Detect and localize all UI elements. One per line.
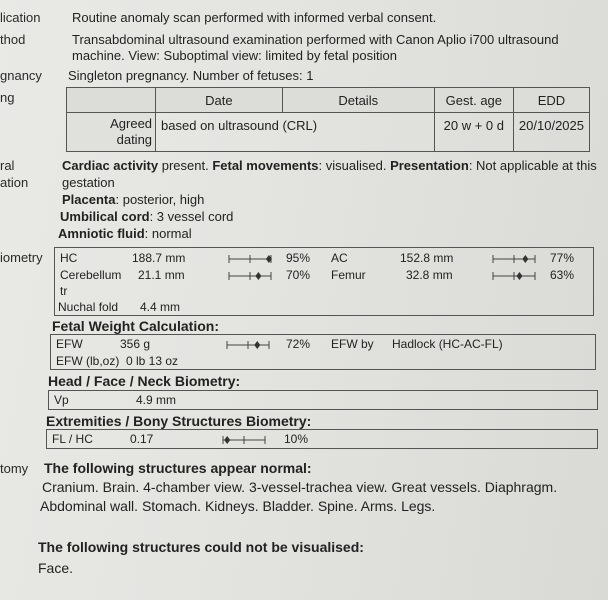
normal-structures-line2: Abdominal wall. Stomach. Kidneys. Bladder. Spine. Arms. Legs. bbox=[40, 498, 436, 514]
dating-header-empty bbox=[67, 88, 156, 113]
movements-value: : visualised. bbox=[318, 158, 391, 173]
dating-row-gest-age: 20 w + 0 d bbox=[434, 113, 513, 152]
vp-value: 4.9 mm bbox=[136, 393, 177, 407]
gauge-marker bbox=[254, 341, 260, 349]
ac-name: AC bbox=[331, 251, 348, 265]
nuchal-name: Nuchal fold bbox=[58, 300, 119, 314]
femur-name: Femur bbox=[331, 268, 366, 282]
label-indication: lication bbox=[0, 10, 41, 25]
dating-table-header bbox=[67, 88, 590, 113]
cerebellum-gauge bbox=[228, 271, 272, 281]
efw-by-label: EFW by bbox=[331, 337, 374, 351]
pregnancy-text: Singleton pregnancy. Number of fetuses: 1 bbox=[68, 68, 314, 83]
normal-structures-line1: Cranium. Brain. 4-chamber view. 3-vessel-trachea view. Great vessels. Diaphragm. bbox=[42, 479, 558, 495]
label-general: ral bbox=[0, 158, 15, 173]
cord-line bbox=[60, 209, 233, 224]
gauge-marker bbox=[516, 272, 522, 280]
fetal-weight-title: Fetal Weight Calculation: bbox=[52, 318, 219, 334]
cerebellum-value: 21.1 mm bbox=[138, 268, 185, 282]
presentation-label: Presentation bbox=[390, 158, 469, 173]
method-text-line1: Transabdominal ultrasound examination performed with Canon Aplio i700 ultrasound bbox=[72, 32, 559, 47]
gauge-marker bbox=[255, 272, 261, 280]
femur-value: 32.8 mm bbox=[406, 268, 453, 282]
head-face-box bbox=[48, 390, 598, 410]
gauge-marker bbox=[522, 255, 528, 263]
hc-percentile: 95% bbox=[286, 251, 311, 265]
cord-label: Umbilical cord bbox=[60, 209, 150, 224]
fluid-value: : normal bbox=[144, 226, 192, 241]
not-visualised-title: The following structures could not be visualised: bbox=[38, 539, 364, 555]
dating-row-label bbox=[67, 113, 156, 152]
extremities-box bbox=[46, 429, 598, 449]
gauge-marker bbox=[224, 436, 230, 444]
presentation-value: : Not applicable at this bbox=[468, 158, 597, 173]
ac-gauge bbox=[492, 254, 536, 264]
dating-header-edd: EDD bbox=[513, 88, 589, 113]
flhc-gauge bbox=[222, 435, 266, 445]
label-biometry: iometry bbox=[0, 250, 43, 265]
cardiac-value: present. bbox=[158, 158, 213, 173]
ac-value: 152.8 mm bbox=[400, 251, 454, 265]
not-visualised-text: Face. bbox=[38, 560, 74, 576]
dating-table bbox=[66, 87, 590, 152]
efw-value: 356 g bbox=[120, 337, 151, 351]
efw-name: EFW bbox=[56, 337, 83, 351]
dating-row-date: based on ultrasound (CRL) bbox=[156, 113, 435, 152]
dating-row-edd: 20/10/2025 bbox=[513, 113, 589, 152]
fluid-label: Amniotic fluid bbox=[58, 226, 145, 241]
movements-label: Fetal movements bbox=[212, 158, 319, 173]
cerebellum-percentile: 70% bbox=[286, 268, 311, 282]
cardiac-label: Cardiac activity bbox=[62, 158, 159, 173]
dating-header-gest-age: Gest. age bbox=[434, 88, 513, 113]
hc-value: 188.7 mm bbox=[132, 251, 186, 265]
label-observation: ation bbox=[0, 175, 29, 190]
cord-value: : 3 vessel cord bbox=[149, 209, 234, 224]
dating-header-date: Date bbox=[156, 88, 283, 113]
efw-lb-value: 0 lb 13 oz bbox=[126, 354, 179, 368]
dating-row-label-1: Agreed bbox=[110, 116, 153, 131]
label-method: thod bbox=[0, 32, 26, 47]
nuchal-value: 4.4 mm bbox=[140, 300, 181, 314]
head-face-title: Head / Face / Neck Biometry: bbox=[48, 373, 241, 389]
dating-header-details: Details bbox=[282, 88, 434, 113]
efw-lb-name: EFW (lb,oz) bbox=[56, 354, 120, 368]
placenta-label: Placenta bbox=[62, 192, 116, 207]
vp-name: Vp bbox=[54, 393, 69, 407]
dating-row-label-2: dating bbox=[116, 132, 153, 147]
method-text-line2: machine. View: Suboptimal view: limited by fetal position bbox=[72, 48, 397, 63]
efw-gauge bbox=[226, 340, 270, 350]
femur-percentile: 63% bbox=[550, 268, 575, 282]
dating-table-row bbox=[67, 113, 590, 152]
efw-percentile: 72% bbox=[286, 337, 311, 351]
indication-text: Routine anomaly scan performed with informed verbal consent. bbox=[72, 10, 437, 25]
cardiac-line bbox=[62, 158, 597, 173]
hc-name: HC bbox=[60, 251, 78, 265]
flhc-percentile: 10% bbox=[284, 432, 309, 446]
fluid-line bbox=[58, 226, 192, 241]
normal-structures-title: The following structures appear normal: bbox=[44, 460, 312, 476]
extremities-title: Extremities / Bony Structures Biometry: bbox=[46, 413, 312, 429]
label-anatomy: tomy bbox=[0, 461, 29, 476]
cerebellum-tr: tr bbox=[60, 284, 68, 298]
efw-by-value: Hadlock (HC-AC-FL) bbox=[392, 337, 503, 351]
femur-gauge bbox=[492, 271, 536, 281]
ac-percentile: 77% bbox=[550, 251, 575, 265]
placenta-line bbox=[62, 192, 204, 207]
cerebellum-name: Cerebellum bbox=[60, 268, 122, 282]
flhc-value: 0.17 bbox=[130, 432, 154, 446]
placenta-value: : posterior, high bbox=[115, 192, 205, 207]
flhc-name: FL / HC bbox=[52, 432, 93, 446]
label-pregnancy: gnancy bbox=[0, 68, 42, 83]
hc-gauge bbox=[228, 254, 272, 264]
gestation-text: gestation bbox=[62, 175, 115, 190]
label-dating: ng bbox=[0, 90, 15, 105]
